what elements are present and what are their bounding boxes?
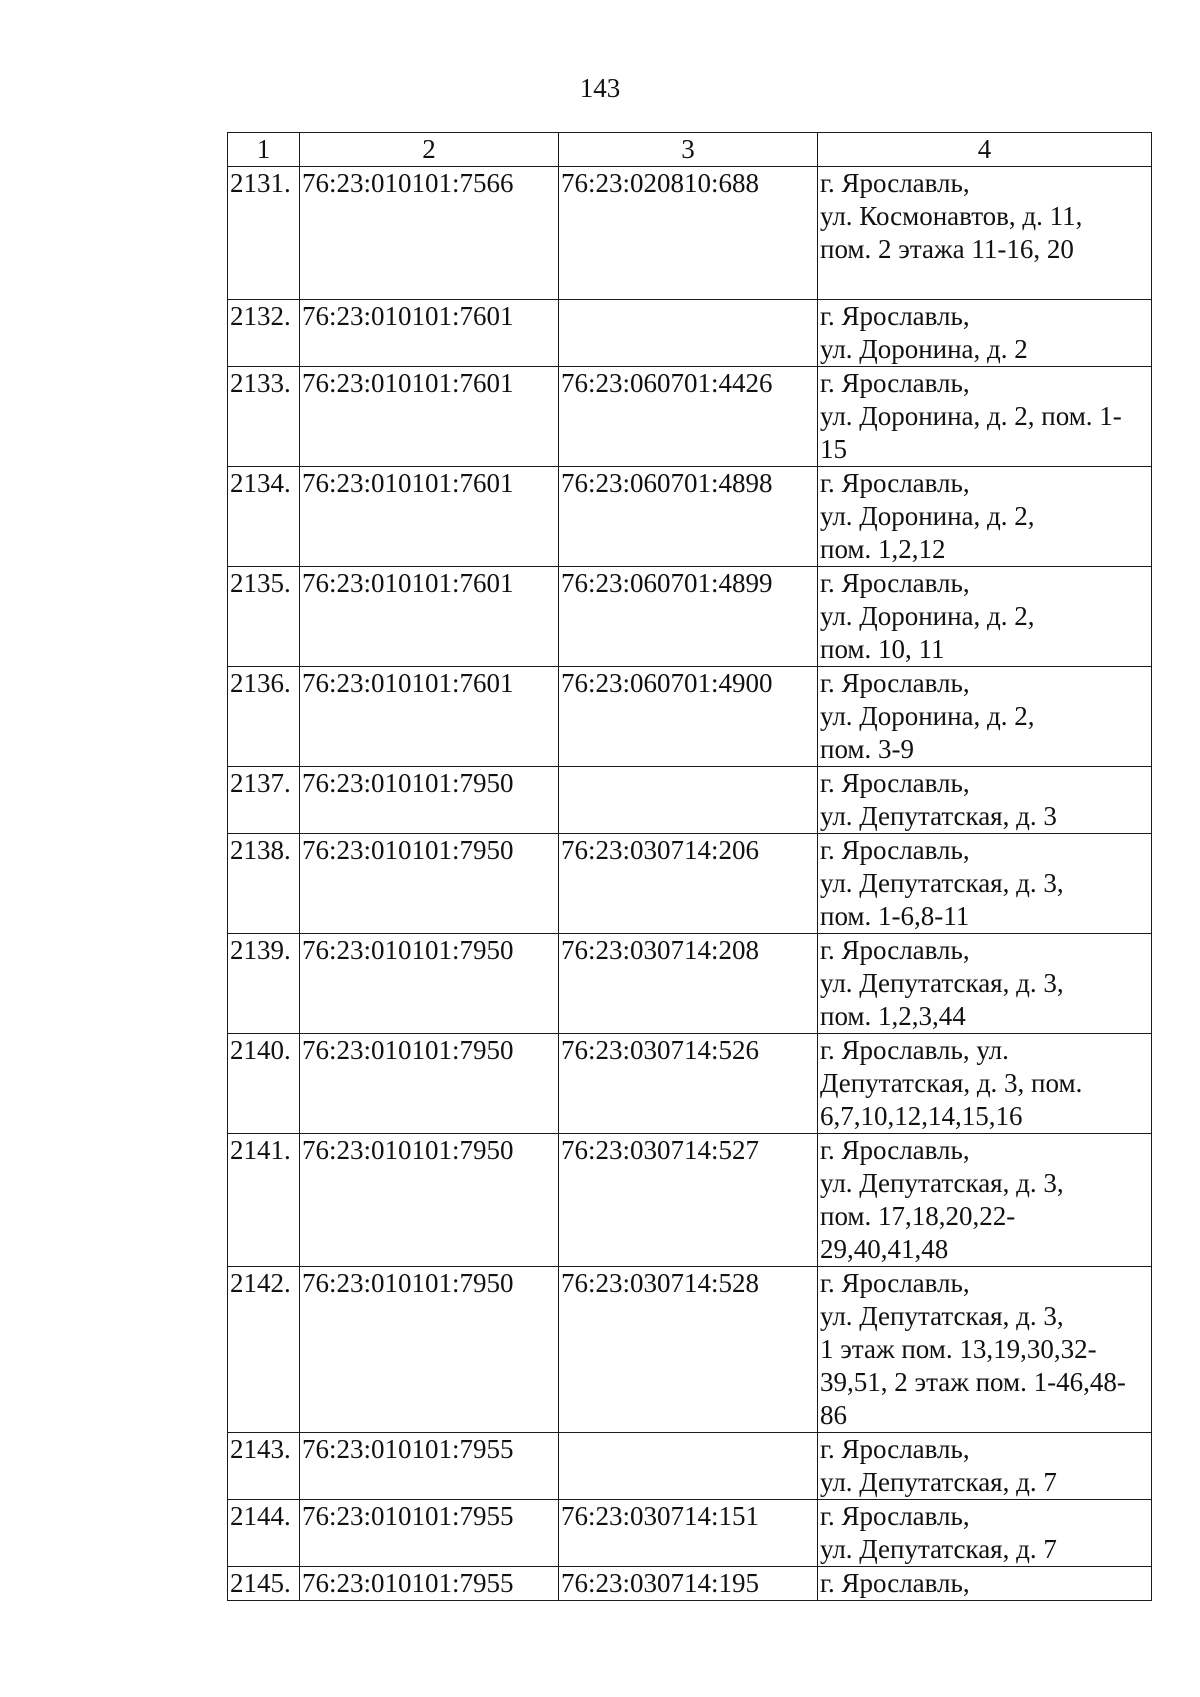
premises-cadastral-number-cell: 76:23:060701:4899 [559, 567, 818, 667]
row-number-cell: 2134. [228, 467, 300, 567]
table-row [228, 767, 1152, 834]
cadastral-number-cell: 76:23:010101:7955 [300, 1500, 559, 1567]
row-number-cell: 2144. [228, 1500, 300, 1567]
premises-cadastral-number-cell: 76:23:030714:527 [559, 1134, 818, 1267]
premises-cadastral-number-cell [559, 300, 818, 367]
address-line: 39,51, 2 этаж пом. 1-46,48- [820, 1367, 1126, 1397]
address-line: 29,40,41,48 [820, 1234, 949, 1264]
row-number-cell: 2140. [228, 1034, 300, 1134]
premises-cadastral-number-cell: 76:23:030714:208 [559, 934, 818, 1034]
address-line: ул. Депутатская, д. 3, [820, 1168, 1064, 1198]
address-line: 6,7,10,12,14,15,16 [820, 1101, 1023, 1131]
address-line: г. Ярославль, [820, 301, 970, 331]
row-number-cell: 2139. [228, 934, 300, 1034]
address-cell [818, 1267, 1152, 1433]
address-line: 86 [820, 1400, 847, 1430]
address-cell [818, 667, 1152, 767]
address-line: ул. Космонавтов, д. 11, [820, 201, 1083, 231]
row-number-cell: 2145. [228, 1567, 300, 1601]
cadastral-number-cell: 76:23:010101:7955 [300, 1567, 559, 1601]
address-line: ул. Депутатская, д. 7 [820, 1534, 1057, 1564]
premises-cadastral-number-cell: 76:23:030714:206 [559, 834, 818, 934]
premises-cadastral-number-cell: 76:23:060701:4426 [559, 367, 818, 467]
address-line: ул. Доронина, д. 2, [820, 601, 1035, 631]
header-row [228, 133, 1152, 167]
address-line: ул. Доронина, д. 2, пом. 1- [820, 401, 1122, 431]
cadastral-number-cell: 76:23:010101:7950 [300, 834, 559, 934]
cadastral-number-cell: 76:23:010101:7950 [300, 934, 559, 1034]
table-row [228, 1034, 1152, 1134]
address-cell [818, 767, 1152, 834]
address-line: г. Ярославль, [820, 668, 970, 698]
cadastral-number-cell: 76:23:010101:7601 [300, 467, 559, 567]
address-line: г. Ярославль, [820, 1268, 970, 1298]
address-line: г. Ярославль, [820, 368, 970, 398]
address-cell [818, 1433, 1152, 1500]
column-header-4: 4 [818, 133, 1152, 167]
address-line: ул. Депутатская, д. 7 [820, 1467, 1057, 1497]
row-number-cell: 2132. [228, 300, 300, 367]
row-number-cell: 2133. [228, 367, 300, 467]
cadastral-number-cell: 76:23:010101:7601 [300, 300, 559, 367]
table-row [228, 1500, 1152, 1567]
premises-cadastral-number-cell: 76:23:060701:4900 [559, 667, 818, 767]
address-line: ул. Доронина, д. 2, [820, 501, 1035, 531]
address-line: ул. Доронина, д. 2, [820, 701, 1035, 731]
address-cell [818, 467, 1152, 567]
address-cell [818, 300, 1152, 367]
address-line: пом. 1,2,12 [820, 534, 946, 564]
address-line: пом. 2 этажа 11-16, 20 [820, 234, 1074, 264]
address-line: 15 [820, 434, 847, 464]
address-line: ул. Депутатская, д. 3, [820, 968, 1064, 998]
column-header-2: 2 [300, 133, 559, 167]
premises-cadastral-number-cell: 76:23:060701:4898 [559, 467, 818, 567]
address-line: г. Ярославль, [820, 168, 970, 198]
premises-cadastral-number-cell: 76:23:030714:526 [559, 1034, 818, 1134]
address-cell [818, 1567, 1152, 1601]
cadastral-number-cell: 76:23:010101:7566 [300, 167, 559, 300]
premises-cadastral-number-cell: 76:23:030714:528 [559, 1267, 818, 1433]
column-header-3: 3 [559, 133, 818, 167]
address-line: пом. 17,18,20,22- [820, 1201, 1016, 1231]
address-line: г. Ярославль, [820, 935, 970, 965]
address-cell [818, 1134, 1152, 1267]
address-line: ул. Депутатская, д. 3, [820, 868, 1064, 898]
address-line: г. Ярославль, [820, 1434, 970, 1464]
cadastral-number-cell: 76:23:010101:7601 [300, 667, 559, 767]
table-row [228, 567, 1152, 667]
address-cell [818, 934, 1152, 1034]
cadastral-number-cell: 76:23:010101:7950 [300, 1034, 559, 1134]
address-line: г. Ярославль, [820, 1501, 970, 1531]
address-line: ул. Депутатская, д. 3, [820, 1301, 1064, 1331]
row-number-cell: 2138. [228, 834, 300, 934]
address-line: г. Ярославль, [820, 1568, 970, 1598]
table-header [228, 133, 1152, 167]
address-line: ул. Доронина, д. 2 [820, 334, 1028, 364]
cadastral-number-cell: 76:23:010101:7950 [300, 767, 559, 834]
address-cell [818, 567, 1152, 667]
address-cell [818, 167, 1152, 300]
address-cell [818, 367, 1152, 467]
table-body [228, 167, 1152, 1601]
table-row [228, 1134, 1152, 1267]
table-row [228, 167, 1152, 300]
address-cell [818, 1034, 1152, 1134]
address-line: г. Ярославль, [820, 1135, 970, 1165]
table-row [228, 367, 1152, 467]
row-number-cell: 2142. [228, 1267, 300, 1433]
cadastral-number-cell: 76:23:010101:7950 [300, 1267, 559, 1433]
address-line: г. Ярославль, [820, 568, 970, 598]
table-row [228, 1567, 1152, 1601]
address-line: г. Ярославль, [820, 468, 970, 498]
address-line [820, 266, 1149, 299]
cadastral-number-cell: 76:23:010101:7601 [300, 367, 559, 467]
address-line: пом. 1-6,8-11 [820, 901, 970, 931]
premises-cadastral-number-cell: 76:23:030714:151 [559, 1500, 818, 1567]
table-row [228, 1433, 1152, 1500]
address-line: г. Ярославль, [820, 768, 970, 798]
table-row [228, 934, 1152, 1034]
table-row [228, 300, 1152, 367]
row-number-cell: 2136. [228, 667, 300, 767]
address-line: г. Ярославль, ул. [820, 1035, 1009, 1065]
premises-cadastral-number-cell [559, 767, 818, 834]
address-line: 1 этаж пом. 13,19,30,32- [820, 1334, 1097, 1364]
row-number-cell: 2143. [228, 1433, 300, 1500]
registry-table [227, 132, 1152, 1601]
premises-cadastral-number-cell [559, 1433, 818, 1500]
row-number-cell: 2141. [228, 1134, 300, 1267]
cadastral-number-cell: 76:23:010101:7955 [300, 1433, 559, 1500]
address-line: пом. 3-9 [820, 734, 915, 764]
column-header-1: 1 [228, 133, 300, 167]
address-line: Депутатская, д. 3, пом. [820, 1068, 1083, 1098]
row-number-cell: 2135. [228, 567, 300, 667]
table-row [228, 834, 1152, 934]
cadastral-number-cell: 76:23:010101:7950 [300, 1134, 559, 1267]
address-line: пом. 1,2,3,44 [820, 1001, 966, 1031]
table-row [228, 467, 1152, 567]
address-cell [818, 1500, 1152, 1567]
address-line: ул. Депутатская, д. 3 [820, 801, 1057, 831]
table-row [228, 667, 1152, 767]
table-row [228, 1267, 1152, 1433]
address-line: пом. 10, 11 [820, 634, 945, 664]
cadastral-number-cell: 76:23:010101:7601 [300, 567, 559, 667]
premises-cadastral-number-cell: 76:23:020810:688 [559, 167, 818, 300]
premises-cadastral-number-cell: 76:23:030714:195 [559, 1567, 818, 1601]
address-cell [818, 834, 1152, 934]
address-line: г. Ярославль, [820, 835, 970, 865]
row-number-cell: 2137. [228, 767, 300, 834]
page-number: 143 [579, 73, 621, 103]
row-number-cell: 2131. [228, 167, 300, 300]
